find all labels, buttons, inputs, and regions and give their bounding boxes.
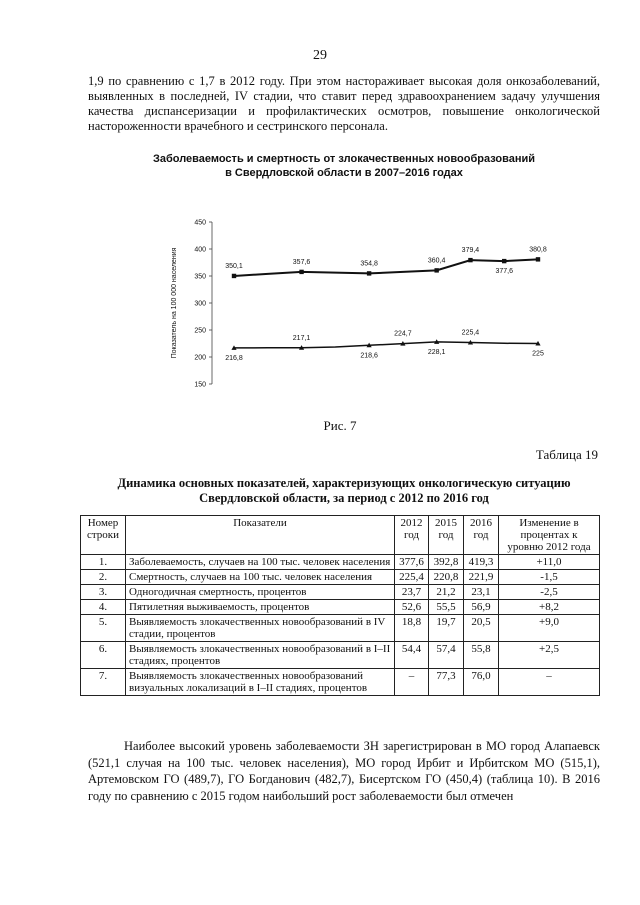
row-number: 4. xyxy=(81,600,126,615)
value-2012: 225,4 xyxy=(395,570,429,585)
incidence-data-point xyxy=(299,270,303,274)
header-2012: 2012 год xyxy=(395,516,429,555)
chart-title-line-1: Заболеваемость и смертность от злокачественных новообразований xyxy=(152,153,536,165)
mortality-data-label: 216,8 xyxy=(225,354,243,362)
value-2015: 19,7 xyxy=(429,615,464,642)
intro-paragraph: 1,9 по сравнению с 1,7 в 2012 году. При этом настораживает высокая доля онкозаболеваний, выявленных в последней, IV стадии, что ставит перед здравоохранением задачу улучшения качества диспансеризации и профилактических осмотров, повышение онкологической настороженности врачебного и сестринского персонала. xyxy=(88,74,600,133)
incidence-data-point xyxy=(434,268,438,272)
value-2016: 419,3 xyxy=(464,555,499,570)
mortality-data-label: 224,7 xyxy=(394,330,412,338)
figure-caption: Рис. 7 xyxy=(323,418,357,433)
indicator-name: Выявляемость злокачественных новообразований в I–II стадиях, процентов xyxy=(126,642,395,669)
table-label: Таблица 19 xyxy=(535,447,598,462)
value-2016: 56,9 xyxy=(464,600,499,615)
incidence-data-point xyxy=(468,258,472,262)
value-2016: 20,5 xyxy=(464,615,499,642)
incidence-data-point xyxy=(536,257,540,261)
y-tick-label: 150 xyxy=(194,381,206,389)
mortality-data-label: 218,6 xyxy=(360,352,378,360)
value-2015: 220,8 xyxy=(429,570,464,585)
mortality-series-line xyxy=(234,342,538,348)
y-tick-label: 350 xyxy=(194,273,206,281)
mortality-data-label: 217,1 xyxy=(292,334,311,342)
incidence-data-label: 380,8 xyxy=(529,246,547,254)
header-2015: 2015 год xyxy=(429,516,464,555)
y-tick-label: 200 xyxy=(194,354,206,362)
table-title-line-1: Динамика основных показателей, характеризующих онкологическую ситуацию xyxy=(117,476,571,490)
header-change: Изменение в процентах к уровню 2012 года xyxy=(499,516,600,555)
indicators-table xyxy=(80,515,600,696)
table-title xyxy=(88,476,600,506)
value-2015: 392,8 xyxy=(429,555,464,570)
value-2015: 77,3 xyxy=(429,669,464,696)
indicator-name: Смертность, случаев на 100 тыс. человек населения xyxy=(126,570,395,585)
value-2015: 55,5 xyxy=(429,600,464,615)
line-chart xyxy=(160,210,560,400)
page-number: 29 xyxy=(313,48,327,63)
row-number: 6. xyxy=(81,642,126,669)
table-row xyxy=(81,600,600,615)
incidence-data-label: 354,8 xyxy=(360,260,378,268)
table-row xyxy=(81,570,600,585)
incidence-series-line xyxy=(234,259,538,276)
change-percent: +8,2 xyxy=(499,600,600,615)
table-row xyxy=(81,585,600,600)
closing-paragraph: Наиболее высокий уровень заболеваемости ЗН зарегистрирован в МО город Алапаевск (521,1 случая на 100 тыс. человек населения), МО город Ирбит и Ирбитском МО (515,1), Артемовском ГО (489,7), ГО Богданович (482,7), Бисертском ГО (450,4) (таблица 10). В 2016 году по сравнению с 2015 годом наибольший рост заболеваемости был отмечен xyxy=(88,739,600,803)
value-2012: – xyxy=(395,669,429,696)
mortality-data-label: 225,4 xyxy=(461,329,480,337)
change-percent: -1,5 xyxy=(499,570,600,585)
y-axis-title: Показатель на 100 000 населения xyxy=(171,247,178,359)
incidence-data-label: 350,1 xyxy=(225,262,243,270)
value-2012: 23,7 xyxy=(395,585,429,600)
value-2012: 377,6 xyxy=(395,555,429,570)
y-tick-label: 250 xyxy=(194,327,206,335)
change-percent: +9,0 xyxy=(499,615,600,642)
y-tick-label: 450 xyxy=(194,219,206,227)
row-number: 2. xyxy=(81,570,126,585)
incidence-data-point xyxy=(367,271,371,275)
table-title-line-2: Свердловской области, за период с 2012 по 2016 год xyxy=(199,491,489,505)
change-percent: +11,0 xyxy=(499,555,600,570)
incidence-data-label: 377,6 xyxy=(495,268,513,276)
table-row xyxy=(81,615,600,642)
incidence-data-label: 360,4 xyxy=(427,257,446,265)
value-2016: 221,9 xyxy=(464,570,499,585)
table-header-row xyxy=(81,516,600,555)
value-2016: 55,8 xyxy=(464,642,499,669)
value-2016: 76,0 xyxy=(464,669,499,696)
incidence-data-label: 357,6 xyxy=(292,258,311,266)
value-2012: 18,8 xyxy=(395,615,429,642)
mortality-data-label: 228,1 xyxy=(427,348,446,356)
indicator-name: Выявляемость злокачественных новообразований визуальных локализаций в I–II стадиях, процентов xyxy=(126,669,395,696)
value-2016: 23,1 xyxy=(464,585,499,600)
header-2016: 2016 год xyxy=(464,516,499,555)
table-row xyxy=(81,555,600,570)
row-number: 5. xyxy=(81,615,126,642)
mortality-data-label: 225 xyxy=(532,350,544,358)
row-number: 1. xyxy=(81,555,126,570)
change-percent: +2,5 xyxy=(499,642,600,669)
chart-title-line-2: в Свердловской области в 2007–2016 годах xyxy=(225,167,463,179)
incidence-data-label: 379,4 xyxy=(461,247,480,255)
value-2012: 54,4 xyxy=(395,642,429,669)
indicator-name: Одногодичная смертность, процентов xyxy=(126,585,395,600)
incidence-data-point xyxy=(502,259,506,263)
value-2015: 21,2 xyxy=(429,585,464,600)
header-row-number: Номер строки xyxy=(81,516,126,555)
indicator-name: Пятилетняя выживаемость, процентов xyxy=(126,600,395,615)
value-2012: 52,6 xyxy=(395,600,429,615)
chart-title xyxy=(88,152,600,180)
table-row xyxy=(81,669,600,696)
row-number: 7. xyxy=(81,669,126,696)
value-2015: 57,4 xyxy=(429,642,464,669)
incidence-data-point xyxy=(232,274,236,278)
row-number: 3. xyxy=(81,585,126,600)
change-percent: -2,5 xyxy=(499,585,600,600)
header-indicator: Показатели xyxy=(126,516,395,555)
indicator-name: Выявляемость злокачественных новообразований в IV стадии, процентов xyxy=(126,615,395,642)
y-tick-label: 400 xyxy=(194,246,206,254)
table-row xyxy=(81,642,600,669)
change-percent: – xyxy=(499,669,600,696)
y-tick-label: 300 xyxy=(194,300,206,308)
indicator-name: Заболеваемость, случаев на 100 тыс. человек населения xyxy=(126,555,395,570)
